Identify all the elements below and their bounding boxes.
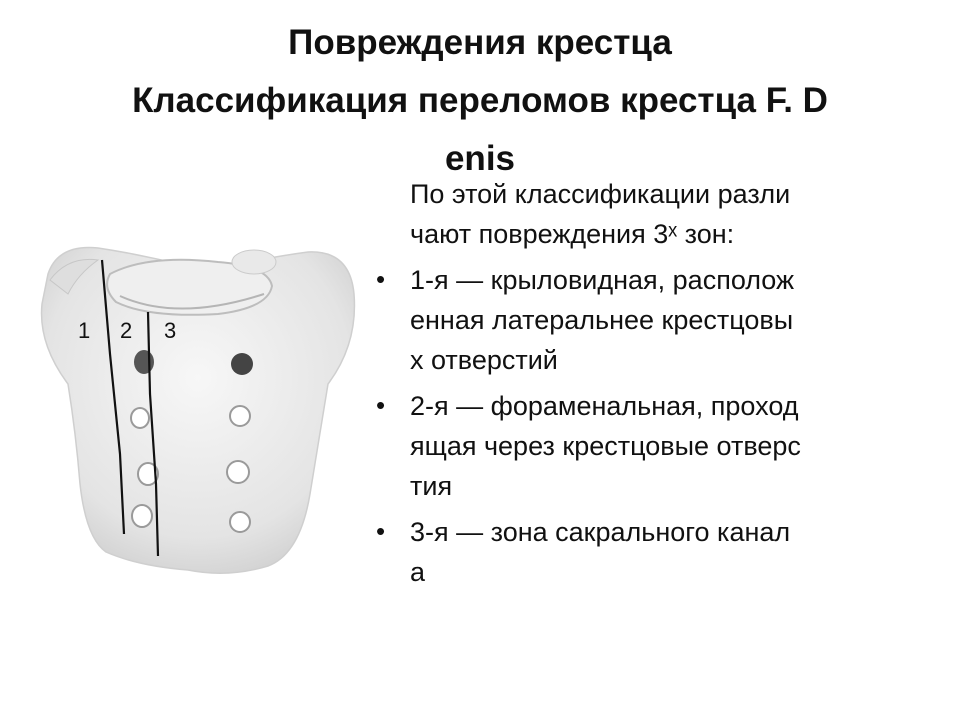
bullet-1-line-1: 1-я — крыловидная, располож xyxy=(410,265,795,295)
zone-label-1: 1 xyxy=(78,318,91,343)
bullet-text xyxy=(410,512,932,592)
intro-text xyxy=(410,174,932,254)
bullet-marker: • xyxy=(376,390,386,420)
foramen-right-2 xyxy=(230,406,250,426)
foramen-right-1 xyxy=(231,353,253,375)
foramen-right-4 xyxy=(230,512,250,532)
intro-line-1: По этой классификации разли xyxy=(410,179,791,209)
bullet-text xyxy=(410,260,932,380)
bullet-2-line-3: тия xyxy=(410,471,453,501)
foramen-left-4 xyxy=(132,505,152,527)
slide-title xyxy=(60,14,900,188)
bullet-3-line-1: 3-я — зона сакрального канал xyxy=(410,517,791,547)
foramen-left-2 xyxy=(131,408,149,428)
zone-label-2: 2 xyxy=(120,318,133,343)
bullet-text xyxy=(410,386,932,506)
bullet-zone-2 xyxy=(372,386,932,506)
slide-content xyxy=(372,174,932,598)
title-line-3: enis xyxy=(444,139,516,178)
zone-label-3: 3 xyxy=(164,318,177,343)
intro-line-2: чают повреждения 3ˣ зон: xyxy=(410,219,735,249)
foramen-right-3 xyxy=(227,461,249,483)
bullet-zone-1 xyxy=(372,260,932,380)
bullet-3-line-2: а xyxy=(410,557,426,587)
bullet-1-line-3: х отверстий xyxy=(410,345,558,375)
bullet-marker: • xyxy=(376,516,386,546)
sacrum-illustration xyxy=(28,234,368,584)
foramen-left-1 xyxy=(134,350,154,374)
bullet-marker: • xyxy=(376,264,386,294)
title-line-1: Повреждения крестца xyxy=(288,23,672,62)
title-line-2: Классификация переломов крестца F. D xyxy=(132,81,828,120)
bullet-2-line-2: ящая через крестцовые отверс xyxy=(410,431,801,461)
bullet-zone-3 xyxy=(372,512,932,592)
bullet-1-line-2: енная латеральнее крестцовы xyxy=(410,305,794,335)
bullet-2-line-1: 2-я — фораменальная, проход xyxy=(410,391,799,421)
sacrum-figure xyxy=(28,234,368,584)
